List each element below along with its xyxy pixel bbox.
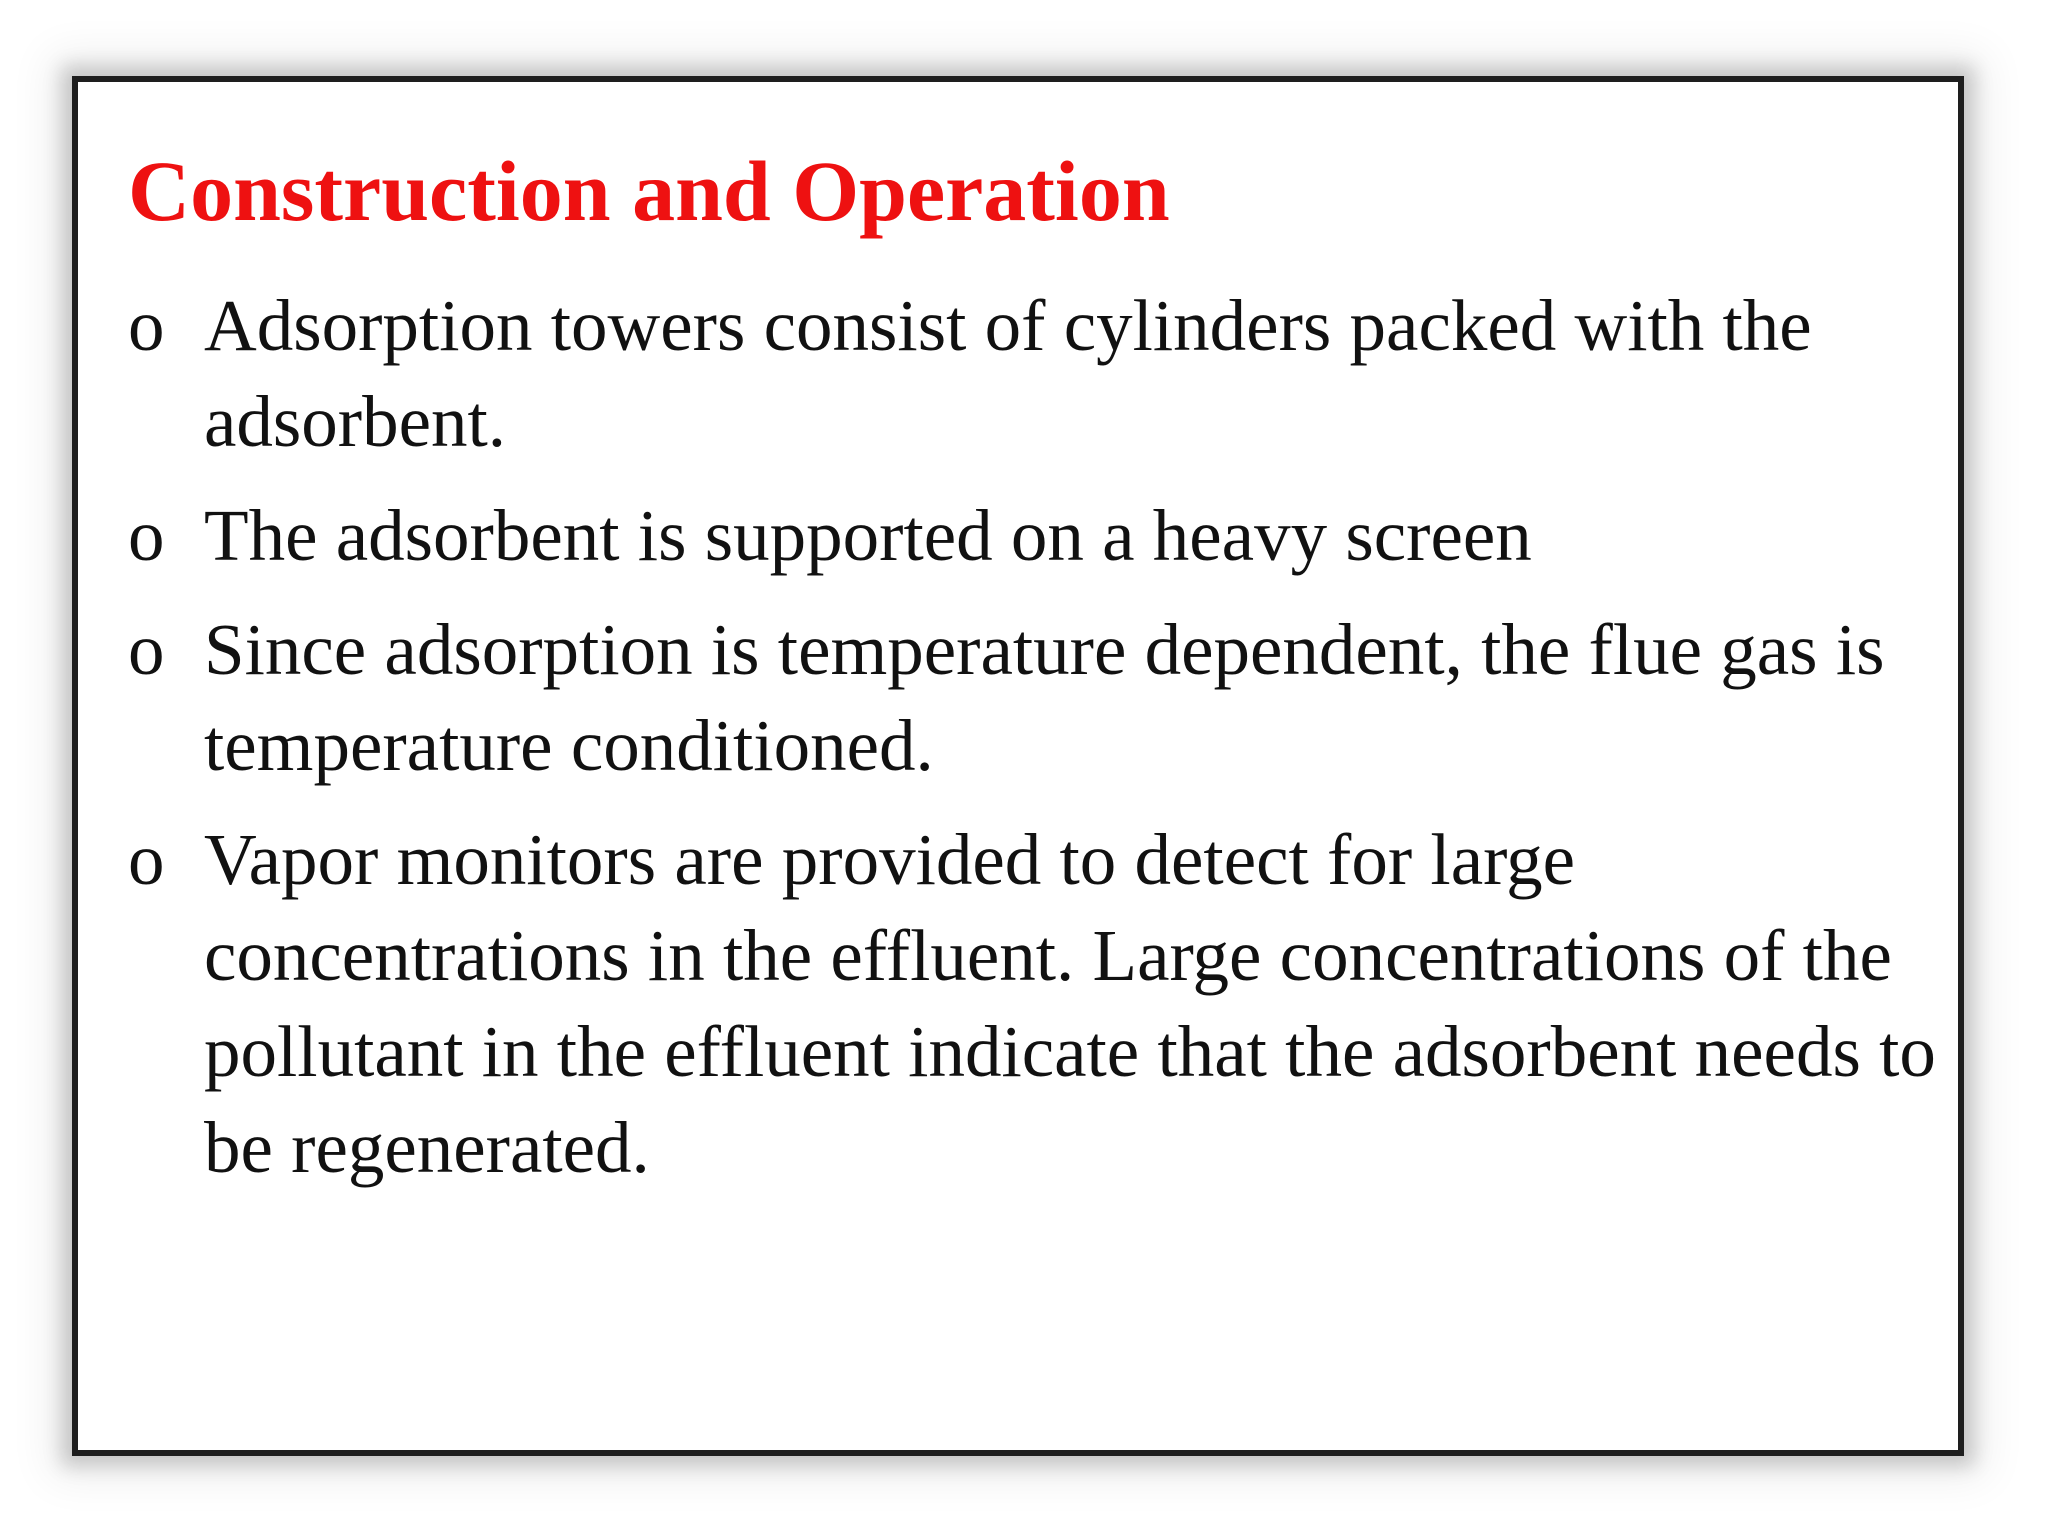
bullet-marker: o: [128, 609, 165, 690]
bullet-item: [128, 488, 1958, 584]
bullet-item: [128, 278, 1958, 470]
slide-title: Construction and Operation: [128, 143, 1170, 239]
slide-frame: [72, 76, 1964, 1456]
bullet-text: Adsorption towers consist of cylinders packed with the adsorbent.: [204, 285, 1812, 462]
bullet-marker: o: [128, 495, 165, 576]
bullet-item: [128, 602, 1958, 794]
bullet-marker: o: [128, 285, 165, 366]
bullet-text: Since adsorption is temperature dependent, the flue gas is temperature conditioned.: [204, 609, 1885, 786]
bullet-marker: o: [128, 819, 165, 900]
bullet-text: Vapor monitors are provided to detect for large concentrations in the effluent. Large concentrations of the pollutant in the effluent indicate that the adsorbent needs to be regenerated.: [204, 819, 1936, 1188]
bullet-list: [128, 278, 1958, 1214]
bullet-text: The adsorbent is supported on a heavy screen: [204, 495, 1532, 576]
bullet-item: [128, 812, 1958, 1196]
